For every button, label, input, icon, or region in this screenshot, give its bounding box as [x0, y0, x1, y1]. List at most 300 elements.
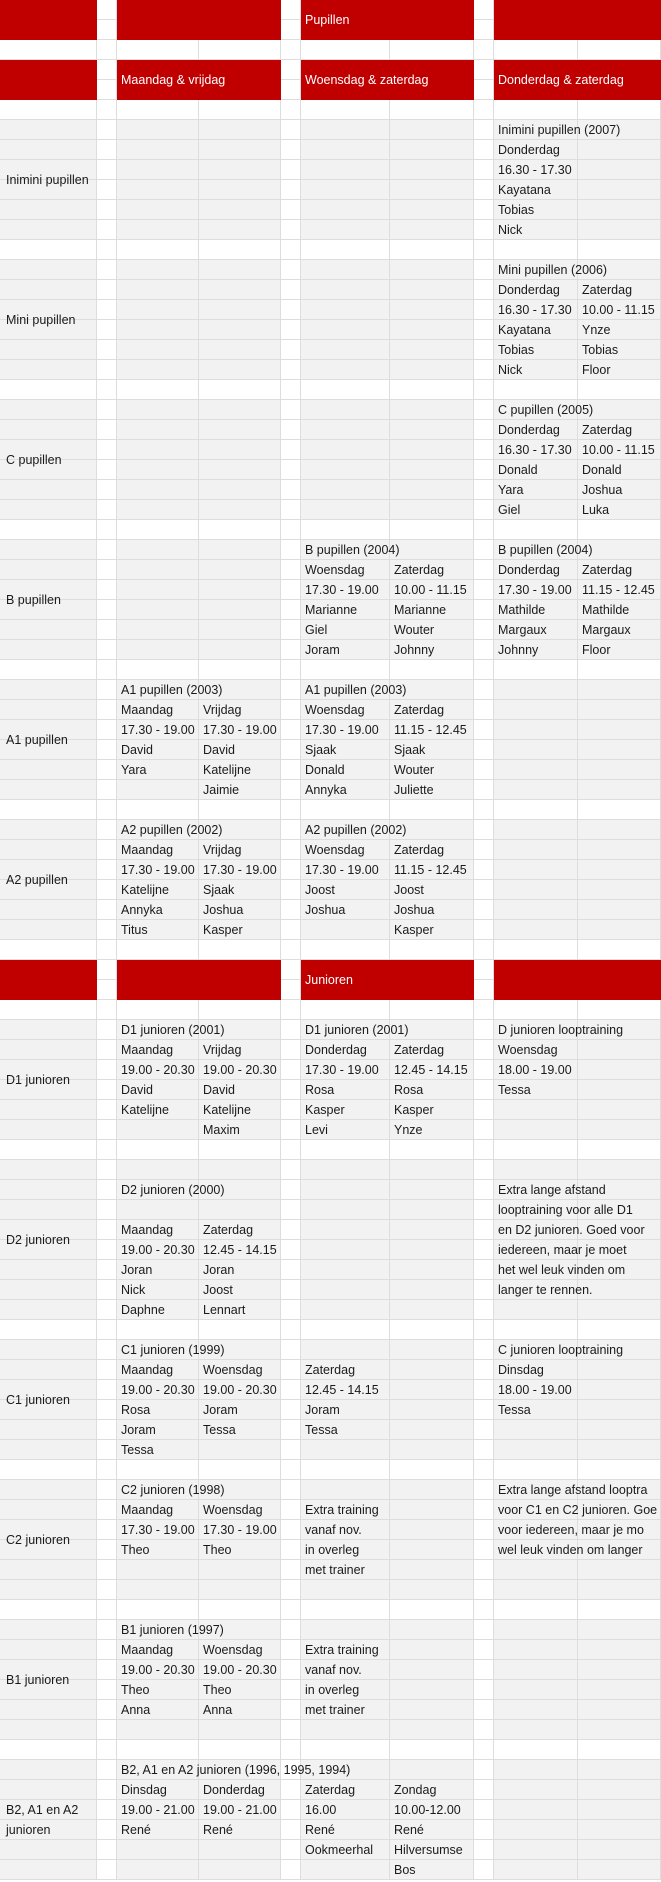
grid-cell: [494, 20, 578, 40]
grid-cell: [281, 1060, 301, 1080]
grid-cell: [0, 420, 97, 440]
grid-cell: [281, 1840, 301, 1860]
schedule-cell-text: Maandag: [121, 1643, 174, 1657]
schedule-cell-text: Donderdag: [305, 1043, 367, 1057]
grid-cell: [117, 400, 199, 420]
schedule-cell-text: Maandag: [121, 1043, 174, 1057]
grid-cell: [281, 680, 301, 700]
schedule-cell-text: Theo: [203, 1683, 232, 1697]
schedule-cell-text: 19.00 - 20.30: [121, 1063, 195, 1077]
grid-cell: [474, 280, 494, 300]
grid-cell: [578, 1300, 661, 1320]
schedule-cell-text: C junioren looptraining: [498, 1343, 624, 1357]
grid-cell: [474, 840, 494, 860]
grid-cell: [117, 1460, 199, 1480]
schedule-cell-text: Joshua: [305, 903, 346, 917]
schedule-cell-text: Zaterdag: [305, 1783, 356, 1797]
grid-cell: [0, 1620, 97, 1640]
grid-cell: [281, 940, 301, 960]
schedule-cell-text: Sjaak: [203, 883, 235, 897]
schedule-cell-text: A1 pupillen (2003): [305, 683, 407, 697]
grid-cell: [390, 1300, 474, 1320]
schedule-cell-text: Yara: [121, 763, 147, 777]
grid-cell: [97, 960, 117, 980]
grid-cell: [474, 440, 494, 460]
grid-cell: [281, 1460, 301, 1480]
grid-cell: [390, 660, 474, 680]
schedule-cell-text: 17.30 - 19.00: [305, 1063, 379, 1077]
schedule-cell-text: Kasper: [203, 923, 243, 937]
grid-cell: [494, 1840, 578, 1860]
grid-cell: [281, 160, 301, 180]
grid-cell: [301, 1160, 390, 1180]
schedule-cell-text: A2 pupillen (2002): [305, 823, 407, 837]
grid-cell: [390, 940, 474, 960]
grid-cell: [494, 1100, 578, 1120]
grid-cell: [97, 1760, 117, 1780]
grid-cell: [474, 1360, 494, 1380]
schedule-cell-text: 19.00 - 20.30: [203, 1063, 277, 1077]
grid-cell: [474, 1640, 494, 1660]
grid-cell: [494, 840, 578, 860]
grid-cell: [474, 940, 494, 960]
grid-cell: [117, 1320, 199, 1340]
schedule-cell-text: met trainer: [305, 1563, 365, 1577]
grid-cell: [281, 400, 301, 420]
grid-cell: [281, 1720, 301, 1740]
grid-cell: [390, 520, 474, 540]
grid-cell: [0, 220, 97, 240]
schedule-cell-text: met trainer: [305, 1703, 365, 1717]
grid-cell: [199, 1860, 281, 1880]
grid-cell: [281, 260, 301, 280]
schedule-cell-text: Bos: [394, 1863, 416, 1877]
grid-cell: [0, 1320, 97, 1340]
grid-cell: [494, 1440, 578, 1460]
grid-cell: [281, 540, 301, 560]
schedule-cell-text: langer te rennen.: [498, 1283, 593, 1297]
grid-cell: [97, 540, 117, 560]
schedule-cell-text: Ookmeerhal: [305, 1843, 374, 1857]
grid-cell: [117, 280, 199, 300]
schedule-cell-text: 19.00 - 20.30: [203, 1383, 277, 1397]
schedule-cell-text: Woensdag: [203, 1643, 263, 1657]
row-label-b2a-jun: B2, A1 en A2 junioren: [6, 1803, 79, 1837]
grid-cell: [0, 560, 97, 580]
grid-cell: [301, 240, 390, 260]
grid-cell: [117, 220, 199, 240]
grid-cell: [281, 900, 301, 920]
schedule-cell-text: Tessa: [121, 1443, 154, 1457]
grid-cell: [97, 1740, 117, 1760]
grid-cell: [494, 820, 578, 840]
grid-cell: [97, 180, 117, 200]
grid-cell: [0, 820, 97, 840]
grid-cell: [390, 800, 474, 820]
grid-cell: [390, 1340, 474, 1360]
grid-cell: [390, 1580, 474, 1600]
schedule-cell-text: Zaterdag: [582, 283, 633, 297]
schedule-cell-text: Zaterdag: [394, 843, 445, 857]
grid-cell: [0, 1600, 97, 1620]
grid-cell: [199, 1840, 281, 1860]
grid-cell: [117, 1140, 199, 1160]
grid-cell: [390, 1680, 474, 1700]
grid-cell: [97, 940, 117, 960]
grid-cell: [0, 1360, 97, 1380]
grid-cell: [97, 1180, 117, 1200]
grid-cell: [281, 640, 301, 660]
grid-cell: [474, 1500, 494, 1520]
grid-cell: [301, 340, 390, 360]
schedule-cell-text: Joshua: [203, 903, 244, 917]
grid-cell: [494, 920, 578, 940]
schedule-cell-text: Annyka: [121, 903, 163, 917]
schedule-cell-text: Joshua: [394, 903, 435, 917]
schedule-cell-text: 17.30 - 19.00: [203, 863, 277, 877]
grid-cell: [390, 1420, 474, 1440]
grid-cell: [97, 400, 117, 420]
grid-cell: [117, 380, 199, 400]
grid-cell: [474, 740, 494, 760]
schedule-cell-text: Extra lange afstand: [498, 1183, 606, 1197]
grid-cell: [199, 1160, 281, 1180]
grid-cell: [0, 240, 97, 260]
grid-cell: [0, 0, 97, 20]
grid-cell: [281, 1780, 301, 1800]
schedule-cell-text: 16.00: [305, 1803, 337, 1817]
grid-cell: [281, 1340, 301, 1360]
grid-cell: [0, 1440, 97, 1460]
grid-cell: [494, 1700, 578, 1720]
grid-cell: [474, 320, 494, 340]
schedule-cell-text: Nick: [121, 1283, 146, 1297]
grid-cell: [0, 1780, 97, 1800]
grid-cell: [494, 740, 578, 760]
grid-cell: [117, 1580, 199, 1600]
grid-cell: [474, 1220, 494, 1240]
grid-cell: [578, 1640, 661, 1660]
grid-cell: [281, 800, 301, 820]
grid-cell: [390, 440, 474, 460]
grid-cell: [390, 40, 474, 60]
schedule-cell-text: 12.45 - 14.15: [203, 1243, 277, 1257]
grid-cell: [97, 800, 117, 820]
schedule-cell-text: Joost: [305, 883, 335, 897]
grid-cell: [281, 660, 301, 680]
grid-cell: [578, 1060, 661, 1080]
grid-cell: [117, 180, 199, 200]
grid-cell: [281, 1160, 301, 1180]
schedule-cell-text: 11.15 - 12.45: [582, 583, 655, 597]
schedule-cell-text: 19.00 - 20.30: [121, 1243, 195, 1257]
grid-cell: [97, 1640, 117, 1660]
grid-cell: [474, 540, 494, 560]
grid-cell: [97, 480, 117, 500]
schedule-cell-text: Donderdag: [498, 143, 560, 157]
schedule-cell-text: Zaterdag: [394, 1043, 445, 1057]
grid-cell: [578, 380, 661, 400]
schedule-cell-text: Giel: [498, 503, 521, 517]
grid-cell: [0, 1040, 97, 1060]
grid-cell: [117, 20, 199, 40]
grid-cell: [474, 460, 494, 480]
schedule-cell-text: Rosa: [121, 1403, 151, 1417]
grid-cell: [578, 20, 661, 40]
grid-cell: [0, 1180, 97, 1200]
grid-cell: [117, 1840, 199, 1860]
grid-cell: [199, 180, 281, 200]
schedule-cell-text: Joram: [305, 1403, 340, 1417]
schedule-cell-text: C1 junioren (1999): [121, 1343, 225, 1357]
grid-cell: [494, 1680, 578, 1700]
grid-cell: [0, 1260, 97, 1280]
grid-cell: [474, 1320, 494, 1340]
grid-cell: [474, 920, 494, 940]
grid-cell: [97, 1420, 117, 1440]
grid-cell: [474, 1740, 494, 1760]
schedule-cell-text: 17.30 - 19.00: [203, 1523, 277, 1537]
grid-cell: [578, 520, 661, 540]
grid-cell: [97, 1260, 117, 1280]
grid-cell: [281, 960, 301, 980]
grid-cell: [199, 380, 281, 400]
grid-cell: [494, 720, 578, 740]
grid-cell: [474, 760, 494, 780]
grid-cell: [0, 1000, 97, 1020]
grid-cell: [301, 1220, 390, 1240]
grid-cell: [117, 1000, 199, 1020]
schedule-cell-text: Ynze: [582, 323, 611, 337]
grid-cell: [578, 140, 661, 160]
schedule-cell-text: Floor: [582, 363, 611, 377]
schedule-cell-text: Theo: [121, 1543, 150, 1557]
grid-cell: [494, 1600, 578, 1620]
grid-cell: [474, 140, 494, 160]
grid-cell: [578, 860, 661, 880]
schedule-cell-text: Dinsdag: [121, 1783, 167, 1797]
grid-cell: [97, 680, 117, 700]
grid-cell: [0, 980, 97, 1000]
schedule-cell-text: Anna: [203, 1703, 233, 1717]
grid-cell: [281, 1660, 301, 1680]
grid-cell: [301, 180, 390, 200]
schedule-cell-text: Donderdag: [203, 1783, 265, 1797]
schedule-cell-text: Extra training: [305, 1503, 379, 1517]
grid-cell: [474, 680, 494, 700]
grid-cell: [474, 1180, 494, 1200]
grid-cell: [578, 760, 661, 780]
grid-cell: [281, 320, 301, 340]
grid-cell: [390, 140, 474, 160]
grid-cell: [199, 260, 281, 280]
grid-cell: [474, 1600, 494, 1620]
grid-cell: [117, 500, 199, 520]
grid-cell: [474, 1020, 494, 1040]
schedule-cell-text: René: [305, 1823, 335, 1837]
grid-cell: [578, 1360, 661, 1380]
row-label-d1-jun: D1 junioren: [6, 1073, 70, 1087]
schedule-cell-text: 18.00 - 19.00: [498, 1063, 572, 1077]
grid-cell: [494, 680, 578, 700]
grid-cell: [578, 1320, 661, 1340]
day-group-header-woensdag-zaterdag: Woensdag & zaterdag: [305, 73, 429, 87]
grid-cell: [117, 160, 199, 180]
grid-cell: [0, 1560, 97, 1580]
grid-cell: [578, 1400, 661, 1420]
grid-cell: [199, 580, 281, 600]
grid-cell: [0, 480, 97, 500]
grid-cell: [199, 440, 281, 460]
grid-cell: [281, 280, 301, 300]
grid-cell: [97, 140, 117, 160]
grid-cell: [281, 620, 301, 640]
grid-cell: [97, 240, 117, 260]
grid-cell: [390, 1460, 474, 1480]
grid-cell: [474, 1200, 494, 1220]
row-label-b-pup: B pupillen: [6, 593, 61, 607]
schedule-cell-text: Katelijne: [121, 1103, 169, 1117]
grid-cell: [281, 1400, 301, 1420]
grid-cell: [117, 40, 199, 60]
schedule-cell-text: 17.30 - 19.00: [203, 723, 277, 737]
grid-cell: [390, 220, 474, 240]
grid-cell: [117, 580, 199, 600]
row-label-c-pup: C pupillen: [6, 453, 62, 467]
grid-cell: [390, 1660, 474, 1680]
schedule-cell-text: 19.00 - 20.30: [203, 1663, 277, 1677]
grid-cell: [578, 720, 661, 740]
grid-cell: [117, 140, 199, 160]
grid-cell: [97, 1820, 117, 1840]
schedule-cell-text: B pupillen (2004): [305, 543, 400, 557]
grid-cell: [199, 1320, 281, 1340]
grid-cell: [301, 1740, 390, 1760]
grid-cell: [281, 600, 301, 620]
grid-cell: [281, 240, 301, 260]
grid-cell: [117, 1160, 199, 1180]
grid-cell: [301, 1340, 390, 1360]
schedule-cell-text: C pupillen (2005): [498, 403, 594, 417]
grid-cell: [474, 300, 494, 320]
grid-cell: [474, 260, 494, 280]
grid-cell: [117, 1740, 199, 1760]
grid-cell: [97, 700, 117, 720]
schedule-cell-text: Kasper: [394, 923, 434, 937]
grid-cell: [0, 1700, 97, 1720]
grid-cell: [199, 940, 281, 960]
schedule-cell-text: Hilversumse: [394, 1843, 463, 1857]
grid-cell: [281, 820, 301, 840]
grid-cell: [494, 1660, 578, 1680]
grid-cell: [578, 900, 661, 920]
grid-cell: [97, 500, 117, 520]
grid-cell: [199, 20, 281, 40]
grid-cell: [97, 1580, 117, 1600]
grid-cell: [117, 980, 199, 1000]
grid-cell: [281, 1280, 301, 1300]
grid-cell: [0, 280, 97, 300]
grid-cell: [0, 1480, 97, 1500]
grid-cell: [117, 660, 199, 680]
grid-cell: [578, 1620, 661, 1640]
schedule-cell-text: Theo: [121, 1683, 150, 1697]
grid-cell: [281, 880, 301, 900]
grid-cell: [281, 1140, 301, 1160]
grid-cell: [0, 780, 97, 800]
grid-cell: [117, 940, 199, 960]
grid-cell: [199, 1200, 281, 1220]
grid-cell: [281, 1860, 301, 1880]
grid-cell: [301, 160, 390, 180]
grid-cell: [97, 1660, 117, 1680]
grid-cell: [578, 0, 661, 20]
grid-cell: [578, 1780, 661, 1800]
grid-cell: [281, 360, 301, 380]
schedule-cell-text: vanaf nov.: [305, 1663, 362, 1677]
grid-cell: [0, 1280, 97, 1300]
grid-cell: [199, 1580, 281, 1600]
grid-cell: [578, 1120, 661, 1140]
grid-cell: [301, 1240, 390, 1260]
grid-cell: [97, 80, 117, 100]
schedule-cell-text: Nick: [498, 223, 523, 237]
grid-cell: [301, 480, 390, 500]
grid-cell: [281, 40, 301, 60]
grid-cell: [474, 1660, 494, 1680]
schedule-cell-text: Juliette: [394, 783, 434, 797]
grid-cell: [117, 540, 199, 560]
grid-cell: [494, 660, 578, 680]
grid-cell: [199, 120, 281, 140]
grid-cell: [474, 1140, 494, 1160]
grid-cell: [117, 340, 199, 360]
grid-cell: [474, 860, 494, 880]
grid-cell: [390, 120, 474, 140]
schedule-cell-text: Woensdag: [203, 1363, 263, 1377]
grid-cell: [301, 1300, 390, 1320]
grid-cell: [494, 1580, 578, 1600]
grid-cell: [117, 260, 199, 280]
grid-cell: [0, 1760, 97, 1780]
grid-cell: [97, 380, 117, 400]
grid-cell: [390, 160, 474, 180]
schedule-cell-text: Vrijdag: [203, 703, 242, 717]
grid-cell: [578, 180, 661, 200]
grid-cell: [301, 920, 390, 940]
grid-cell: [199, 320, 281, 340]
schedule-cell-text: Maandag: [121, 703, 174, 717]
grid-cell: [281, 1420, 301, 1440]
grid-cell: [117, 240, 199, 260]
grid-cell: [494, 1420, 578, 1440]
grid-cell: [97, 200, 117, 220]
grid-cell: [474, 80, 494, 100]
grid-cell: [97, 460, 117, 480]
schedule-cell-text: 16.30 - 17.30: [498, 443, 572, 457]
grid-cell: [281, 220, 301, 240]
grid-cell: [474, 1480, 494, 1500]
grid-cell: [0, 1460, 97, 1480]
grid-cell: [390, 1760, 474, 1780]
grid-cell: [97, 300, 117, 320]
grid-cell: [494, 980, 578, 1000]
grid-cell: [0, 800, 97, 820]
grid-cell: [117, 300, 199, 320]
grid-cell: [474, 420, 494, 440]
schedule-cell-text: Anna: [121, 1703, 151, 1717]
grid-cell: [578, 1000, 661, 1020]
